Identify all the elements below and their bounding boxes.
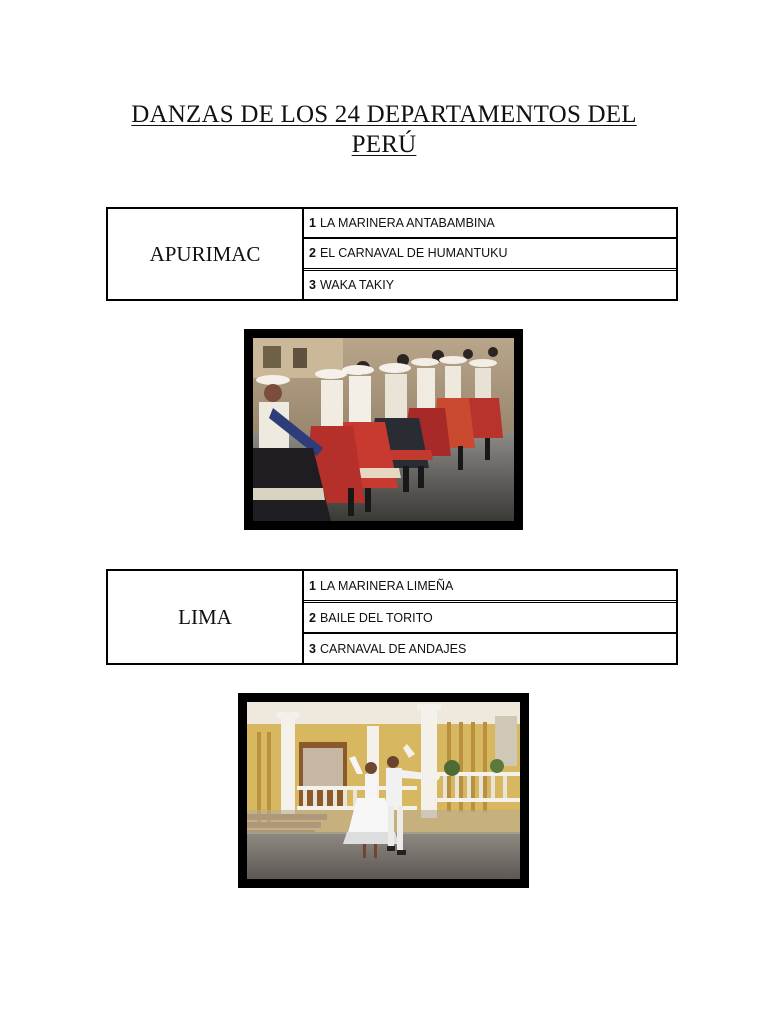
apurimac-table <box>106 207 678 301</box>
dance-number: 3 <box>309 277 316 292</box>
dance-number: 2 <box>309 610 316 625</box>
dance-list <box>304 209 676 299</box>
apurimac-dance-photo <box>244 329 523 530</box>
dancers-illustration <box>253 338 514 521</box>
department-name: LIMA <box>108 571 304 663</box>
dance-name: EL CARNAVAL DE HUMANTUKU <box>319 246 508 261</box>
dance-row <box>304 209 676 239</box>
dance-number: 3 <box>309 641 316 656</box>
dance-name: LA MARINERA LIMEÑA <box>319 578 454 593</box>
lima-table <box>106 569 678 665</box>
dance-number: 2 <box>309 246 316 261</box>
dance-row <box>304 271 676 299</box>
dance-list <box>304 571 676 663</box>
dance-name: LA MARINERA ANTABAMBINA <box>319 216 495 231</box>
dance-name: WAKA TAKIY <box>319 277 395 292</box>
lima-dance-photo <box>238 693 529 888</box>
dance-name: CARNAVAL DE ANDAJES <box>319 641 467 656</box>
dance-row <box>304 571 676 603</box>
title-line-1: DANZAS DE LOS 24 DEPARTAMENTOS DEL <box>131 101 637 128</box>
dance-number: 1 <box>309 216 316 231</box>
dance-name: BAILE DEL TORITO <box>319 610 433 625</box>
dance-number: 1 <box>309 578 316 593</box>
dance-row <box>304 634 676 663</box>
marinera-illustration <box>247 702 520 879</box>
department-name: APURIMAC <box>108 209 304 299</box>
dance-row <box>304 603 676 634</box>
dance-row <box>304 239 676 270</box>
title-line-2: PERÚ <box>351 131 417 158</box>
document-title <box>0 100 768 160</box>
